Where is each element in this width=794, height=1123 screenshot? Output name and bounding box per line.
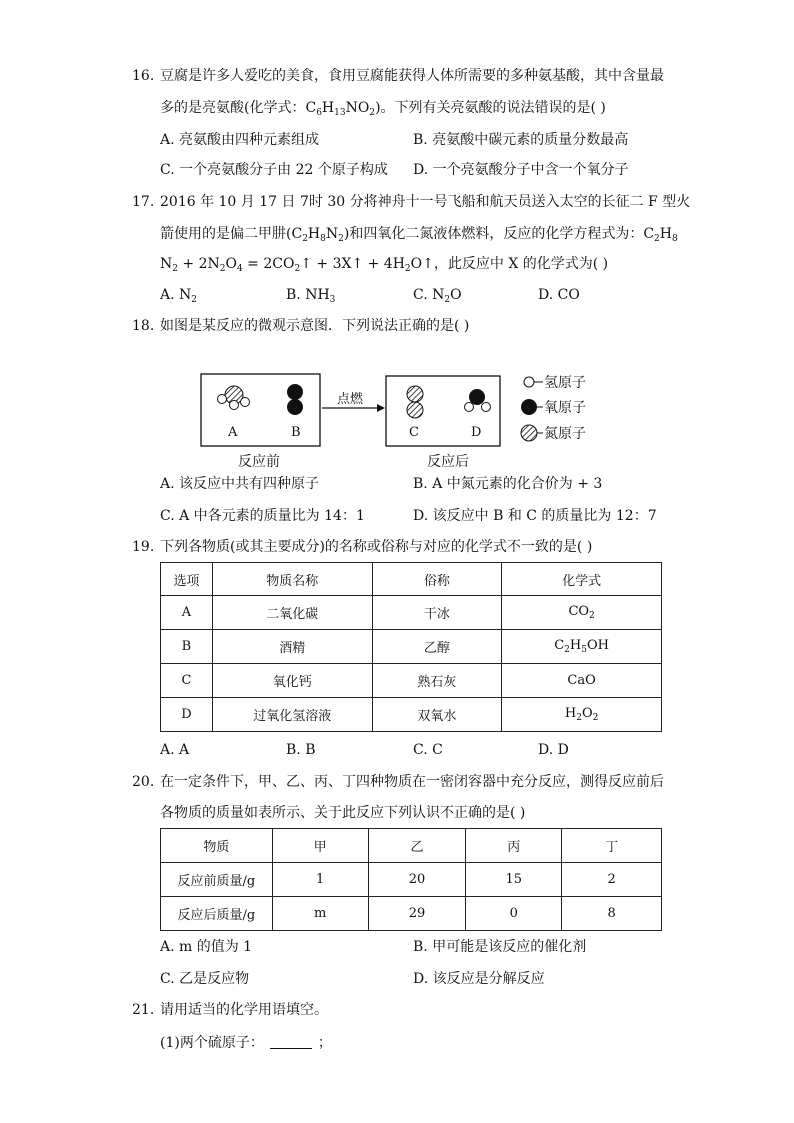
table-row: [161, 863, 662, 897]
q19-option-b[interactable]: B. B: [286, 742, 316, 758]
q17-option-c[interactable]: C. $N_2O$: [413, 287, 462, 305]
q20-option-c[interactable]: C. 乙是反应物: [160, 971, 250, 987]
q19-option-d[interactable]: D. D: [538, 742, 569, 758]
q18-option-b[interactable]: B. A 中氮元素的化合价为 + 3: [413, 476, 603, 492]
q19-number: 19.: [132, 539, 155, 555]
formula-cell: CaO: [502, 664, 662, 698]
header-cell: 丁: [562, 829, 662, 863]
table-cell: 20: [368, 863, 466, 897]
q21-stem: 请用适当的化学用语填空。: [160, 1002, 328, 1018]
header-cell: 化学式: [502, 563, 662, 596]
legend-oxygen-label: 氧原子: [544, 400, 586, 416]
table-cell: 0: [466, 897, 562, 931]
label-b: B: [291, 425, 301, 440]
q20-table: [160, 828, 662, 931]
table-row: [161, 897, 662, 931]
table-cell: 二氧化碳: [212, 596, 372, 630]
header-cell: 甲: [272, 829, 368, 863]
formula-cell: $CO_2$: [502, 596, 662, 630]
legend-nitrogen-label: 氮原子: [544, 426, 586, 442]
table-cell: 反应后质量/g: [161, 897, 273, 931]
reaction-diagram: [195, 368, 615, 472]
legend-hydrogen-icon: [524, 377, 534, 387]
q16-option-c[interactable]: C. 一个亮氨酸分子由 22 个原子构成: [160, 162, 388, 178]
formula-cell: $H_2O_2$: [502, 698, 662, 732]
table-cell: 氧化钙: [212, 664, 372, 698]
table-row: [161, 630, 662, 664]
header-cell: 俗称: [372, 563, 502, 596]
q20-option-d[interactable]: D. 该反应是分解反应: [413, 971, 545, 987]
q18-option-c[interactable]: C. A 中各元素的质量比为 14：1: [160, 508, 365, 524]
table-cell: 15: [466, 863, 562, 897]
table-cell: 29: [368, 897, 466, 931]
q18-number: 18.: [132, 318, 155, 334]
q21-number: 21.: [132, 1002, 155, 1018]
q16-option-b[interactable]: B. 亮氨酸中碳元素的质量分数最高: [413, 132, 629, 148]
table-cell: 干冰: [372, 596, 502, 630]
q16-stem-line1: 豆腐是许多人爱吃的美食，食用豆腐能获得人体所需要的多种氨基酸，其中含量最: [160, 68, 664, 84]
table-row: [161, 664, 662, 698]
arrow-condition: 点燃: [337, 392, 364, 407]
table-cell: 1: [272, 863, 368, 897]
label-a: A: [228, 425, 238, 440]
q19-table-header: [161, 563, 662, 596]
q17-option-d[interactable]: D. CO: [538, 287, 580, 303]
q17-number: 17.: [132, 194, 155, 210]
q19-table: [160, 562, 662, 732]
q20-number: 20.: [132, 774, 155, 790]
reaction-arrow-head: [377, 404, 385, 412]
header-cell: 选项: [161, 563, 213, 596]
q16-stem-line2: 多的是亮氨酸(化学式：$C_6H_{13}NO_2$)。下列有关亮氨酸的说法错误的是( ): [160, 100, 606, 118]
q20-option-a[interactable]: A. m 的值为 1: [160, 939, 253, 955]
q20-stem-line2: 各物质的质量如表所示、关于此反应下列认识不正确的是( ): [160, 805, 526, 821]
legend-oxygen-icon: [521, 399, 537, 415]
q17-stem-line2: 箭使用的是偏二甲肼$(C_2H_8N_2)$和四氧化二氮液体燃料，反应的化学方程式为：$C_2H_8$: [160, 226, 678, 244]
after-box: [386, 376, 500, 446]
table-cell: m: [272, 897, 368, 931]
table-row: [161, 596, 662, 630]
q16-option-d[interactable]: D. 一个亮氨酸分子中含一个氧分子: [413, 162, 629, 178]
q19-stem: 下列各物质(或其主要成分)的名称或俗称与对应的化学式不一致的是( ): [160, 539, 593, 555]
table-cell: 2: [562, 863, 662, 897]
q20-option-b[interactable]: B. 甲可能是该反应的催化剂: [413, 939, 587, 955]
answer-blank[interactable]: [270, 1034, 312, 1049]
table-cell: C: [161, 664, 213, 698]
q16-number: 16.: [132, 68, 155, 84]
table-row: [161, 698, 662, 732]
q18-option-d[interactable]: D. 该反应中 B 和 C 的质量比为 12：7: [413, 508, 657, 524]
q17-stem-line1: 2016 年 10 月 17 日 7时 30 分将神舟十一号飞船和航天员送入太空的长征二 F 型火: [160, 194, 691, 210]
q16-option-a[interactable]: A. 亮氨酸由四种元素组成: [160, 132, 320, 148]
header-cell: 物质: [161, 829, 273, 863]
q18-option-a[interactable]: A. 该反应中共有四种原子: [160, 476, 320, 492]
legend-hydrogen-label: 氢原子: [544, 375, 586, 391]
q17-option-b[interactable]: B. $NH_3$: [286, 287, 336, 305]
table-cell: 反应前质量/g: [161, 863, 273, 897]
caption-after: 反应后: [427, 454, 469, 470]
formula-cell: $C_2H_5OH$: [502, 630, 662, 664]
label-d: D: [471, 425, 482, 440]
table-cell: D: [161, 698, 213, 732]
q21-subquestion-1: (1)两个硫原子： ；: [160, 1035, 332, 1051]
table-cell: 8: [562, 897, 662, 931]
table-cell: 酒精: [212, 630, 372, 664]
table-cell: 熟石灰: [372, 664, 502, 698]
legend-nitrogen-icon: [521, 425, 537, 441]
header-cell: 丙: [466, 829, 562, 863]
caption-before: 反应前: [238, 454, 280, 470]
q20-stem-line1: 在一定条件下，甲、乙、丙、丁四种物质在一密闭容器中充分反应，测得反应前后: [160, 774, 664, 790]
q19-option-c[interactable]: C. C: [413, 742, 443, 758]
legend: [521, 375, 586, 442]
table-cell: 过氧化氢溶液: [212, 698, 372, 732]
q20-table-header: [161, 829, 662, 863]
q17-option-a[interactable]: A. $N_2$: [160, 287, 197, 305]
table-cell: A: [161, 596, 213, 630]
label-c: C: [409, 425, 419, 440]
header-cell: 乙: [368, 829, 466, 863]
table-cell: B: [161, 630, 213, 664]
header-cell: 物质名称: [212, 563, 372, 596]
table-cell: 双氧水: [372, 698, 502, 732]
q17-stem-line3: $N_2 + 2N_2O_4$ = $2CO_2↑$ + 3X↑ + $4H_2O↑$，此反应中 X 的化学式为( ): [160, 256, 609, 274]
q19-option-a[interactable]: A. A: [160, 742, 190, 758]
q18-stem: 如图是某反应的微观示意图．下列说法正确的是( ): [160, 318, 470, 334]
table-cell: 乙醇: [372, 630, 502, 664]
